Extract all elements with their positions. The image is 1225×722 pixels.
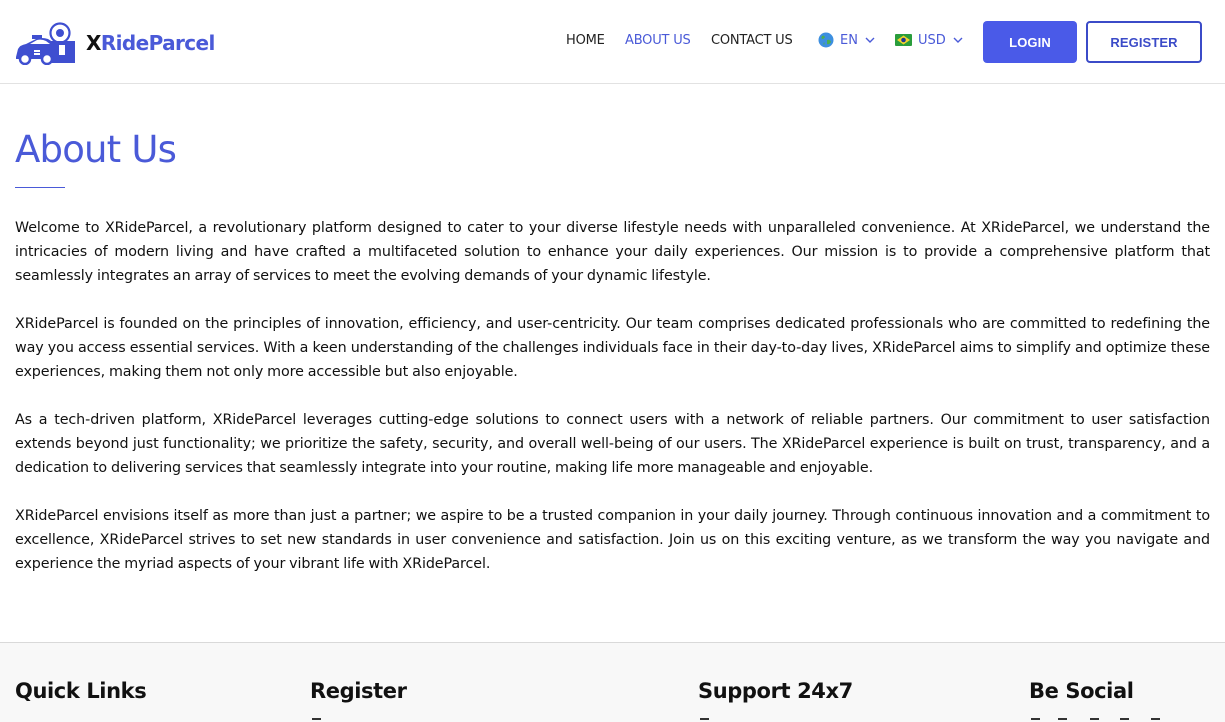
about-paragraph: As a tech-driven platform, XRideParcel leverages cutting-edge solutions to connect users with a network of reliable partners. Our commitment to user satisfaction extends beyond just functionality; we prioritize the safety, security, and overall well-being of our users. The XRideParcel experience is built on trust, transparency, and a dedication to delivering services that seamlessly integrate into your routine, making life more manageable and enjoyable.: [15, 412, 1210, 476]
footer-quick-links-heading: Quick Links: [15, 679, 147, 703]
footer-social-heading: Be Social: [1029, 679, 1134, 703]
footer-register-item-partial: [312, 718, 321, 722]
currency-value: USD: [918, 32, 946, 48]
facebook-icon[interactable]: [1031, 718, 1040, 722]
about-paragraph: XRideParcel is founded on the principles of innovation, efficiency, and user-centricity. Our team comprises dedicated professionals who are committed to redefining the way you access essential services. With a keen understanding of the challenges individuals face in their day-to-day lives, XRideParcel aims to simplify and optimize these experiences, making them not only more accessible but also enjoyable.: [15, 316, 1210, 380]
language-selector[interactable]: [818, 30, 876, 50]
nav-home[interactable]: HOME: [566, 32, 605, 48]
register-button[interactable]: REGISTER: [1086, 21, 1202, 63]
page-title: About Us: [15, 128, 177, 171]
taxi-car-logo-icon: [14, 21, 76, 65]
language-value: EN: [840, 32, 858, 48]
linkedin-icon[interactable]: [1090, 718, 1099, 722]
nav-about-us[interactable]: ABOUT US: [625, 32, 691, 48]
twitter-icon[interactable]: [1058, 718, 1067, 722]
about-paragraph: XRideParcel envisions itself as more than just a partner; we aspire to be a trusted companion in your daily journey. Through continuous innovation and a commitment to excellence, XRideParcel strives to set new standards in user convenience and satisfaction. Join us on this exciting venture, as we transform the way you navigate and experience the myriad aspects of your vibrant life with XRideParcel.: [15, 508, 1210, 572]
brand-name: XRideParcel: [86, 31, 215, 55]
instagram-icon[interactable]: [1120, 718, 1129, 722]
footer-support-item-partial: [700, 718, 709, 722]
footer-support-heading: Support 24x7: [698, 679, 853, 703]
youtube-icon[interactable]: [1151, 718, 1160, 722]
site-header: [0, 0, 1225, 84]
currency-selector[interactable]: [895, 30, 964, 50]
about-paragraph: Welcome to XRideParcel, a revolutionary platform designed to cater to your diverse lifestyle needs with unparalleled convenience. At XRideParcel, we understand the intricacies of modern living and have crafted a multifaceted solution to enhance your daily experiences. Our mission is to provide a comprehensive platform that seamlessly integrates an array of services to meet the evolving demands of your dynamic lifestyle.: [15, 220, 1210, 284]
brand-logo[interactable]: [14, 20, 215, 66]
about-content: [15, 216, 1210, 600]
chevron-down-icon: [952, 34, 964, 46]
chevron-down-icon: [864, 34, 876, 46]
flag-icon: [895, 34, 912, 46]
title-underline: [15, 187, 65, 188]
nav-contact-us[interactable]: CONTACT US: [711, 32, 793, 48]
login-button[interactable]: LOGIN: [983, 21, 1077, 63]
site-footer: [0, 642, 1225, 722]
footer-register-heading: Register: [310, 679, 407, 703]
globe-icon: [818, 32, 834, 48]
